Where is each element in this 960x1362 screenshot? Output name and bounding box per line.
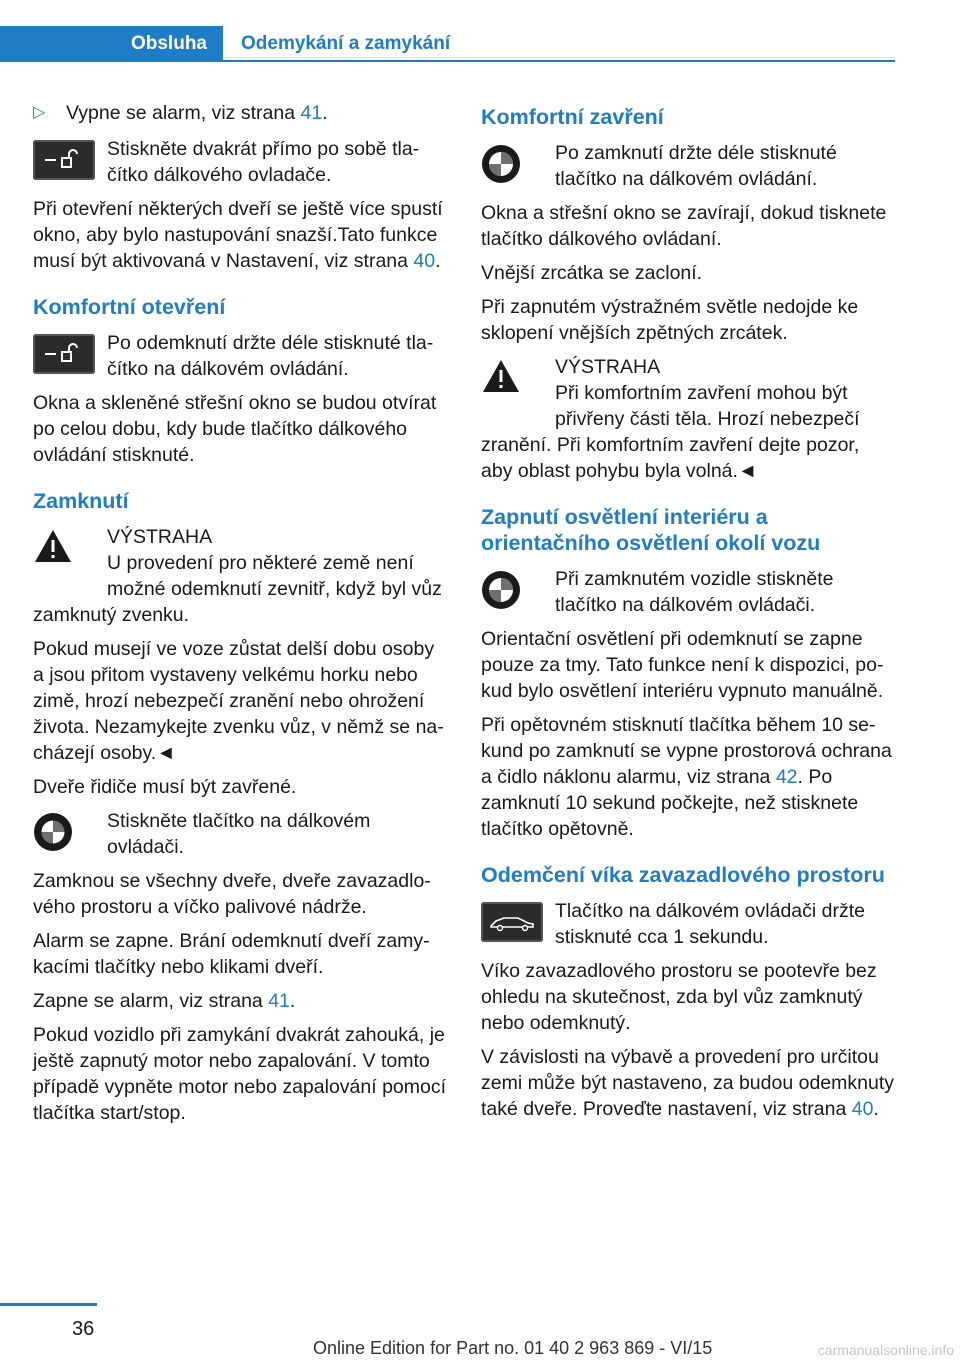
comfort-open-row bbox=[33, 330, 448, 382]
comfort-open-heading: Komfortní otevření bbox=[33, 295, 226, 319]
bmw-logo-icon bbox=[481, 144, 521, 184]
page-link-40[interactable]: 40 bbox=[413, 250, 436, 272]
page-link-42[interactable]: 42 bbox=[775, 766, 798, 788]
lights-row bbox=[481, 566, 896, 618]
beep-paragraph: Pokud vozidlo při zamykání dvakrát zahouká, je ještě zapnutý motor nebo zapalování. V tomto případě vypněte motor nebo zapalování pomocí tlačítka start/stop. bbox=[33, 1024, 447, 1124]
left-column bbox=[33, 100, 448, 1134]
unlock-twice-row bbox=[33, 136, 448, 188]
alarm-on-paragraph: Alarm se zapne. Brání odemknutí dveří zamykacími tlačítky nebo klikami dveří. bbox=[33, 930, 430, 978]
doors-paragraph: Při otevření některých dveří se ještě více spustí okno, aby bylo nastupování snazší.Tato funkce musí být aktivovaná v Nastavení, viz strana 40. bbox=[33, 198, 443, 272]
unlock-key-icon bbox=[33, 140, 95, 180]
bullet-text: Vypne se alarm, viz strana bbox=[66, 102, 301, 124]
warning-text-1: U provedení pro některé země není možné odemknutí zevnitř, když byl vůz zamknutý zvenku. bbox=[33, 552, 442, 626]
trunk-press-text: Tlačítko na dálkovém ovládači držte stisknuté cca 1 sekundu. bbox=[555, 900, 865, 948]
page-link-41[interactable]: 41 bbox=[300, 102, 323, 124]
windows-paragraph: Okna a skleněné střešní okno se budou otvírat po celou dobu, kdy bude tlačítko dálkového ovládání stisknuté. bbox=[33, 392, 437, 466]
unlock-key-icon bbox=[33, 334, 95, 374]
repeat-paragraph: Při opětovném stisknutí tlačítka během 10 sekund po zamknutí se vypne prostorová ochrana a čidlo náklonu alarmu, viz strana 42. Po zamknutí 10 sekund počkejte, než stisknete tlačítko opětovně. bbox=[481, 714, 892, 840]
trunk-key-icon bbox=[481, 902, 543, 942]
watermark-text: carmanualsonline.info bbox=[817, 1342, 954, 1358]
unlock-twice-text: Stiskněte dvakrát přímo po sobě tlačítko dálkového ovladače. bbox=[107, 138, 420, 186]
warning-text: Při komfortním zavření mohou být přivřeny části těla. Hrozí nebezpečí zranění. Při komfortním zavření dejte pozor, aby oblast pohybu byla volná.◄ bbox=[481, 382, 860, 482]
edition-text: Online Edition for Part no. 01 40 2 963 869 - VI/15 bbox=[313, 1338, 713, 1358]
triangle-bullet-icon: ▷ bbox=[33, 104, 46, 121]
lock-warning bbox=[33, 524, 448, 766]
comfort-close-warning bbox=[481, 354, 896, 484]
comfort-open-text: Po odemknutí držte déle stisknuté tlačítko na dálkovém ovládání. bbox=[107, 332, 434, 380]
warning-title: VÝSTRAHA bbox=[555, 356, 661, 378]
header-section-tab: Obsluha bbox=[0, 26, 223, 62]
config-paragraph: V závislosti na výbavě a provedení pro určitou zemi může být nastaveno, za budou odemknuty také dveře. Proveďte nastavení, viz strana 40. bbox=[481, 1046, 894, 1120]
page-link-40[interactable]: 40 bbox=[851, 1098, 874, 1120]
bmw-logo-icon bbox=[33, 812, 73, 852]
lights-text: Při zamknutém vozidle stiskněte tlačítko na dálkovém ovládači. bbox=[555, 568, 834, 616]
warning-triangle-icon bbox=[33, 528, 73, 564]
wait-text: Po zamknutí 10 sekund počkejte, než stisknete tlačítko opětovně. bbox=[481, 766, 859, 840]
comfort-close-text: Po zamknutí držte déle stisknuté tlačítko na dálkovém ovládání. bbox=[555, 142, 837, 190]
mirrors-paragraph: Vnější zrcátka se zacloní. bbox=[481, 262, 703, 284]
all-locked-paragraph: Zamknou se všechny dveře, dveře zavazadlového prostoru a víčko palivové nádrže. bbox=[33, 870, 431, 918]
page-link-41[interactable]: 41 bbox=[268, 990, 290, 1012]
page-number: 36 bbox=[72, 1318, 95, 1340]
comfort-close-row bbox=[481, 140, 896, 192]
orientation-paragraph: Orientační osvětlení při odemknutí se zapne pouze za tmy. Tato funkce není k dispozici, pokud bylo osvětlení interiéru vypnuto manuálně. bbox=[481, 628, 884, 702]
close-windows-paragraph: Okna a střešní okno se zavírají, dokud tisknete tlačítko dálkového ovládaní. bbox=[481, 202, 887, 250]
header-chapter-tab: Odemykání a zamykání bbox=[241, 33, 451, 54]
driver-door-paragraph: Dveře řidiče musí být zavřené. bbox=[33, 776, 297, 798]
lights-heading: Zapnutí osvětlení interiéru a orientačního osvětlení okolí vozu bbox=[481, 505, 821, 555]
trunk-opens-paragraph: Víko zavazadlového prostoru se pootevře bez ohledu na skutečnost, zda byl vůz zamknutý nebo odemknutý. bbox=[481, 960, 877, 1034]
lock-heading: Zamknutí bbox=[33, 489, 129, 513]
comfort-close-heading: Komfortní zavření bbox=[481, 105, 664, 129]
warning-triangle-icon bbox=[481, 358, 521, 394]
press-lock-row bbox=[33, 808, 448, 860]
header-rule-light bbox=[223, 57, 895, 58]
footer-rule bbox=[0, 1303, 97, 1306]
trunk-row bbox=[481, 898, 896, 950]
alarm-off-bullet: ▷ Vypne se alarm, viz strana 41. bbox=[33, 102, 328, 124]
alarm-ref-paragraph: Zapne se alarm, viz strana 41. bbox=[33, 990, 296, 1012]
right-column bbox=[481, 100, 896, 1130]
header-rule bbox=[223, 60, 895, 62]
warning-text-2: Pokud musejí ve voze zůstat delší dobu osoby a jsou přitom vystaveny velkému horku nebo zimě, hrozí nebezpečí zranění nebo ohrožení života. Nezamykejte zvenku vůz, v němž se nacházejí osoby.◄ bbox=[33, 638, 444, 764]
trunk-heading: Odemčení víka zavazadlového prostoru bbox=[481, 863, 885, 887]
warning-title: VÝSTRAHA bbox=[107, 526, 213, 548]
page-header bbox=[0, 0, 960, 62]
press-lock-text: Stiskněte tlačítko na dálkovém ovládači. bbox=[107, 810, 371, 858]
hazard-paragraph: Při zapnutém výstražném světle nedojde ke sklopení vnějších zpětných zrcátek. bbox=[481, 296, 859, 344]
bmw-logo-icon bbox=[481, 570, 521, 610]
